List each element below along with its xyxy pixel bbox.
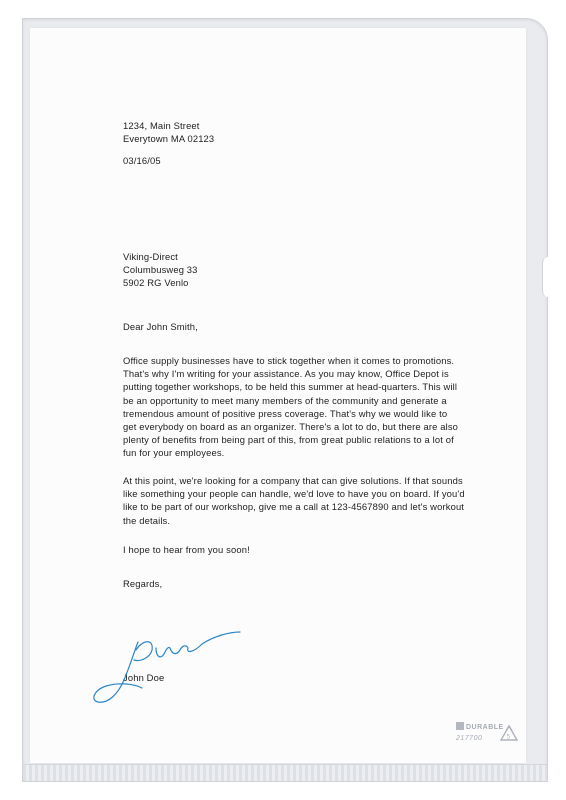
brand-logo [456,722,504,731]
recipient-street: Columbusweg 33 [123,264,198,276]
sender-address [123,119,214,145]
handwritten-signature [90,628,250,708]
date-text: 03/16/05 [123,155,161,166]
paragraph-line: putting together workshops, to be held this summer at head-quarters. This will [123,381,458,393]
recipient-company: Viking-Direct [123,251,178,262]
closing-text: Regards, [123,578,163,589]
folder-brand [456,722,536,752]
svg-text:5: 5 [506,733,511,741]
brand-mark-icon [456,722,464,730]
recycle-icon [498,724,520,744]
salutation-text: Dear John Smith, [123,321,198,332]
paragraph-line: I hope to hear from you soon! [123,544,250,555]
recipient-city: 5902 RG Venlo [123,277,189,289]
paragraph-line: tremendous amount of positive press coverage. That's why we would like to [123,407,448,419]
signer-name-text: John Doe [123,672,165,683]
brand-logo-text: DURABLE [466,724,504,731]
paragraph-line: That's why I'm writing for your assistance. As you may know, Office Depot is [123,368,449,380]
sender-street: 1234, Main Street [123,120,200,131]
recipient-address [123,250,198,290]
closing [123,577,162,590]
letter-sheet [30,28,526,763]
paragraph-line: At this point, we're looking for a company that can give solutions. If that sounds [123,475,463,486]
salutation [123,320,198,333]
paragraph-line: get everybody on board as an organizer. There's a lot to do, but there are also [123,421,459,433]
folder-seam [23,764,547,781]
sender-city: Everytown MA 02123 [123,133,215,145]
paragraph-3 [123,543,250,556]
paragraph-line: like something your people can handle, we'd love to have you on board. If you'd [123,488,465,500]
paragraph-2 [123,474,465,527]
letter-date [123,154,161,167]
paragraph-line: the details. [123,514,171,526]
paragraph-1 [123,354,458,460]
paragraph-line: be an opportunity to meet many members of the community and generate a [123,394,447,406]
paragraph-line: like to be part of our workshop, give me a call at 123-4567890 and let's workout [123,501,465,513]
paragraph-line: fun for your employees. [123,447,225,459]
brand-code: 217700 [456,735,483,742]
paragraph-line: Office supply businesses have to stick together when it comes to promotions. [123,355,455,366]
paragraph-line: plenty of benefits from being part of this, from great public relations to a lot of [123,434,454,446]
folder-notch [542,257,549,297]
